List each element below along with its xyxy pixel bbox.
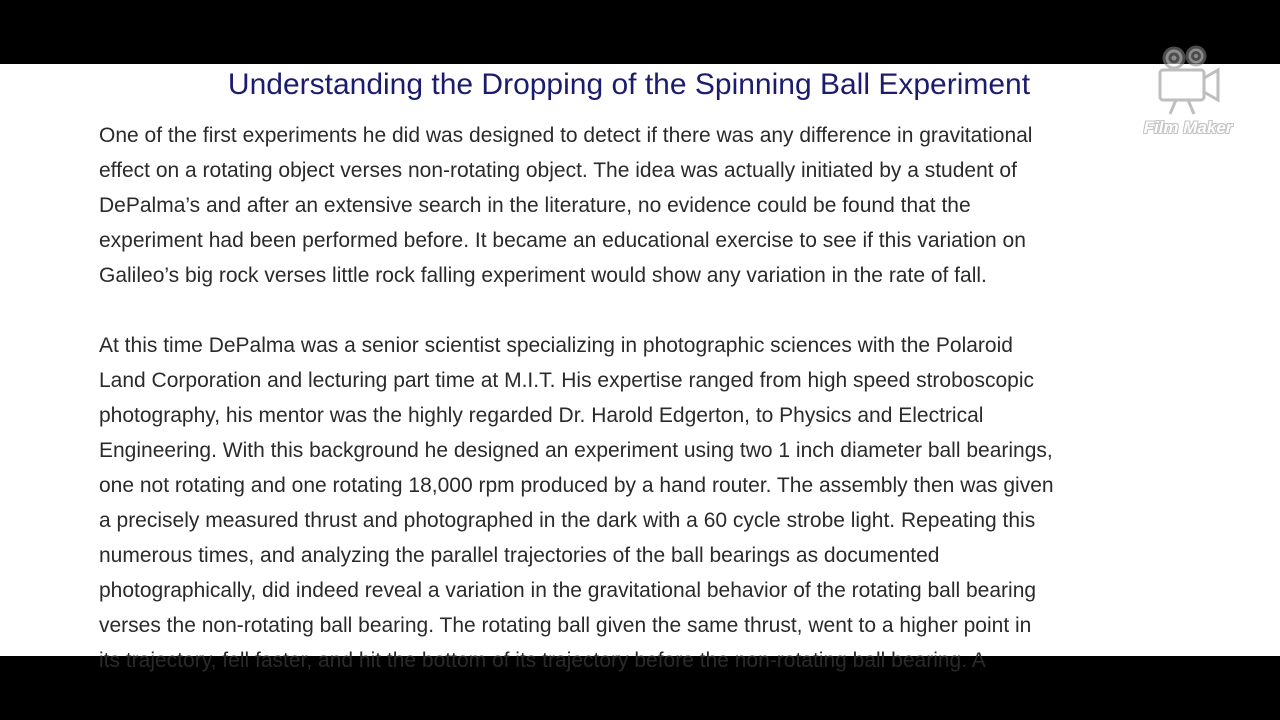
paragraph-line: photography, his mentor was the highly regarded Dr. Harold Edgerton, to Physics and Electrical	[99, 404, 984, 427]
paragraph-line: Engineering. With this background he designed an experiment using two 1 inch diameter ball bearings,	[99, 439, 1053, 462]
paragraph-1	[99, 118, 1174, 293]
paragraph-line: photographically, did indeed reveal a variation in the gravitational behavior of the rotating ball bearing	[99, 579, 1037, 602]
film-maker-watermark	[1136, 44, 1240, 144]
paragraph-line-cut-off: its trajectory, fell faster, and hit the bottom of its trajectory before the non-rotating ball bearing. A	[99, 649, 986, 672]
paragraph-line: DePalma’s and after an extensive search in the literature, no evidence could be found that the	[99, 194, 971, 217]
page-title: Understanding the Dropping of the Spinning Ball Experiment	[227, 68, 1031, 101]
paragraph-line: a precisely measured thrust and photographed in the dark with a 60 cycle strobe light. Repeating this	[99, 509, 1036, 532]
paragraph-line: effect on a rotating object verses non-rotating object. The idea was actually initiated by a student of	[99, 159, 1017, 182]
paragraph-line: At this time DePalma was a senior scientist specializing in photographic sciences with the Polaroid	[99, 334, 1013, 357]
paragraph-line: One of the first experiments he did was designed to detect if there was any difference in gravitational	[99, 124, 1033, 147]
paragraph-line: Land Corporation and lecturing part time at M.I.T. His expertise ranged from high speed stroboscopic	[99, 369, 1034, 392]
document-page	[0, 64, 1280, 672]
paragraph-line: Galileo’s big rock verses little rock falling experiment would show any variation in the rate of fall.	[99, 264, 987, 287]
watermark-label: Film Maker	[1143, 118, 1233, 137]
paragraph-2	[99, 328, 1174, 678]
paragraph-line: numerous times, and analyzing the parallel trajectories of the ball bearings as documented	[99, 544, 940, 567]
film-camera-icon	[1154, 44, 1224, 116]
paragraph-line: experiment had been performed before. It became an educational exercise to see if this variation on	[99, 229, 1026, 252]
paragraph-line: verses the non-rotating ball bearing. The rotating ball given the same thrust, went to a higher point in	[99, 614, 1032, 637]
paragraph-line: one not rotating and one rotating 18,000 rpm produced by a hand router. The assembly then was given	[99, 474, 1054, 497]
